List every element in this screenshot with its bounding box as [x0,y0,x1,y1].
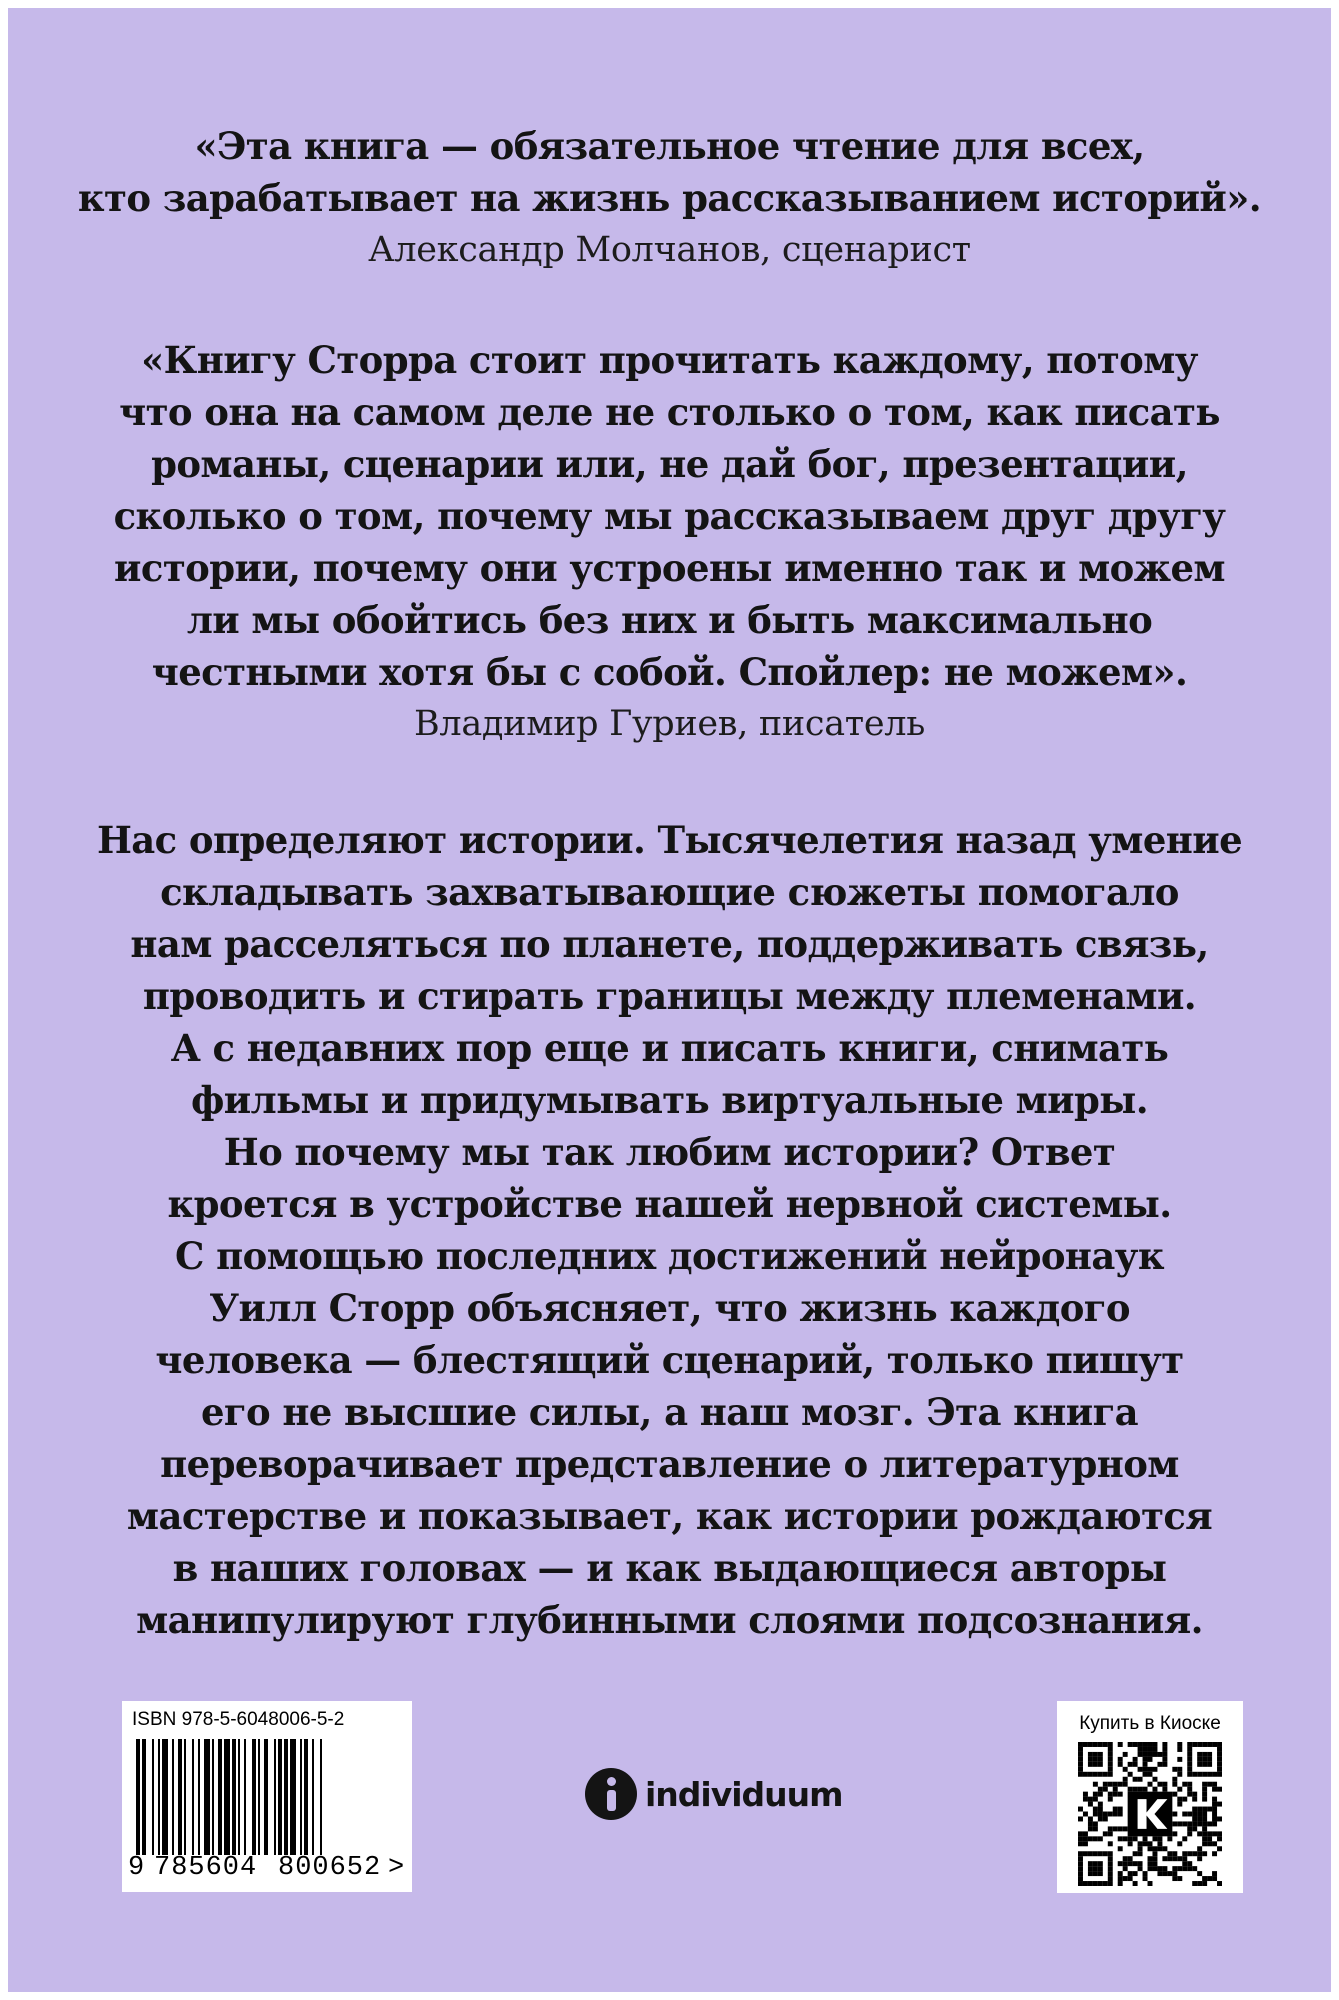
barcode-icon [136,1739,398,1855]
description-line: С помощью последних достижений нейронаук [175,1234,1164,1278]
individuum-logo-icon [585,1768,637,1820]
quote-line: что она на самом деле не столько о том, как писать [119,390,1220,434]
quote-line: сколько о том, почему мы рассказываем друг другу [113,494,1226,538]
quote-author: Владимир Гуриев, писатель [414,704,925,744]
review-quote-1 [68,120,1271,276]
description-line: в наших головах — и как выдающиеся авторы [172,1546,1167,1590]
publisher-logo [585,1766,843,1822]
store-qr-panel [1057,1701,1243,1893]
qr-code-icon [1078,1742,1222,1886]
description-line: А с недавних пор еще и писать книги, снимать [170,1026,1169,1070]
description-line: мастерстве и показывает, как истории рождаются [126,1494,1213,1538]
barcode-digit-first: 9 [128,1853,145,1883]
description-line: кроется в устройстве нашей нервной системы. [167,1182,1172,1226]
barcode-digit-group: 800652 [278,1853,382,1883]
description-line: Но почему мы так любим истории? Ответ [223,1130,1116,1174]
book-back-cover [8,8,1331,1992]
review-quote-2 [68,334,1271,750]
description-line: переворачивает представление о литературном [160,1442,1179,1486]
quote-line: «Эта книга — обязательное чтение для всех, [194,124,1145,168]
publisher-name: individuum [645,1774,843,1814]
description-line: нам расселяться по планете, поддерживать связь, [130,922,1209,966]
description-line: Уилл Сторр объясняет, что жизнь каждого [209,1286,1130,1330]
description-line: манипулируют глубинными слоями подсознания. [136,1598,1203,1642]
quote-line: честными хотя бы с собой. Спойлер: не можем». [151,650,1188,694]
description-line: человека — блестящий сценарий, только пишут [155,1338,1184,1382]
barcode-digits [128,1853,408,1883]
description-line: его не высшие силы, а наш мозг. Эта книга [200,1390,1139,1434]
description-line: проводить и стирать границы между племенами. [142,974,1197,1018]
quote-line: «Книгу Сторра стоит прочитать каждому, потому [141,338,1198,382]
barcode-digit-group: 785604 [154,1853,258,1883]
quote-line: кто зарабатывает на жизнь рассказыванием историй». [77,176,1262,220]
quote-line: истории, почему они устроены именно так и можем [114,546,1225,590]
quote-author: Александр Молчанов, сценарист [368,230,971,270]
quote-line: ли мы обойтись без них и быть максимально [186,598,1153,642]
quote-line: романы, сценарии или, не дай бог, презентации, [151,442,1188,486]
isbn-barcode-panel [122,1701,412,1892]
book-description [68,814,1271,1646]
barcode-arrow: > [388,1853,405,1883]
description-line: Нас определяют истории. Тысячелетия назад умение [96,818,1243,862]
qr-caption: Купить в Киоске [1079,1713,1221,1734]
isbn-label: ISBN 978-5-6048006-5-2 [132,1709,345,1730]
description-line: фильмы и придумывать виртуальные миры. [190,1078,1149,1122]
description-line: складывать захватывающие сюжеты помогало [160,870,1179,914]
